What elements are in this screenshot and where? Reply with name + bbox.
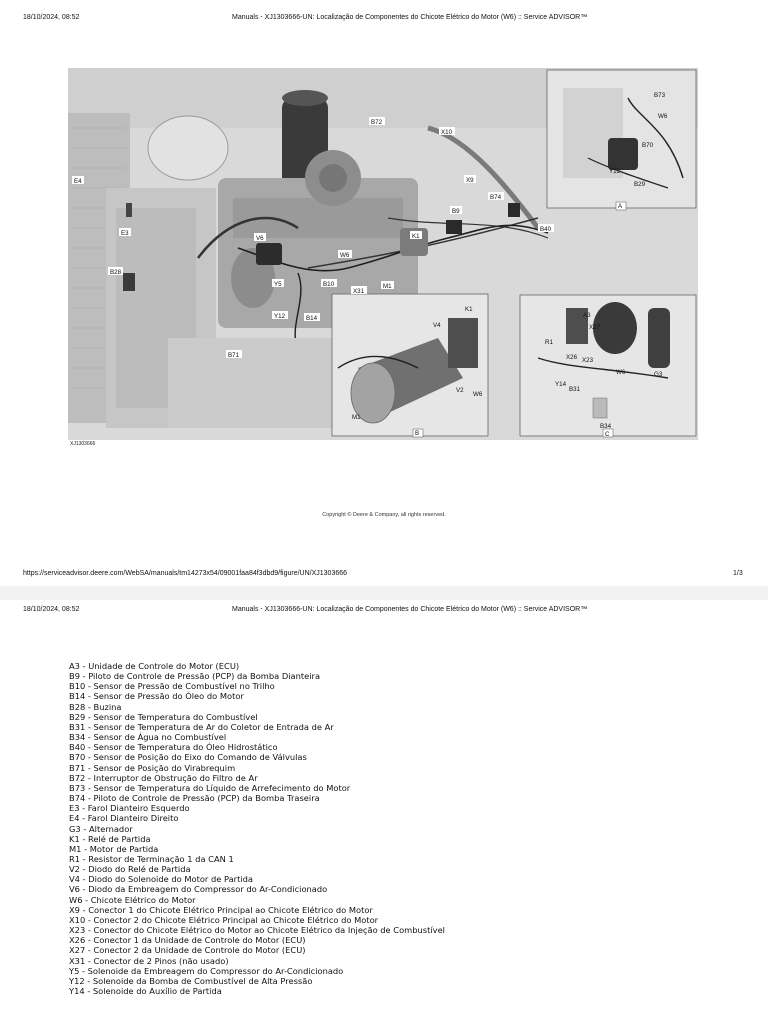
- callout-y5: Y5: [274, 281, 282, 288]
- callout-b74: B74: [490, 194, 502, 201]
- callout-c-x23: X23: [582, 357, 594, 364]
- legend-item: X31 - Conector de 2 Pinos (não usado): [69, 955, 229, 966]
- legend-item: B34 - Sensor de Água no Combustível: [69, 732, 227, 743]
- footer-url[interactable]: https://serviceadvisor.deere.com/WebSA/manuals/tm14273x54/09001faa84f3dbd9/figure/UN/XJ1303666: [23, 570, 348, 577]
- callout-c-x27: X27: [589, 324, 601, 331]
- legend-item: B14 - Sensor de Pressão do Óleo do Motor: [69, 691, 244, 702]
- legend-item: V2 - Diodo do Relé de Partida: [69, 864, 191, 875]
- copyright-notice: Copyright © Deere & Company, all rights reserved.: [322, 512, 446, 518]
- legend-item: B29 - Sensor de Temperatura do Combustível: [69, 711, 258, 722]
- legend-item: B73 - Sensor de Temperatura do Líquido de Arrefecimento do Motor: [69, 782, 351, 793]
- legend-item: X10 - Conector 2 do Chicote Elétrico Principal ao Chicote Elétrico do Motor: [69, 914, 379, 925]
- legend-item: V4 - Diodo do Solenoide do Motor de Partida: [69, 874, 253, 885]
- callout-b40: B40: [540, 226, 552, 233]
- legend-item: Y5 - Solenoide da Embreagem do Compressor do Ar-Condicionado: [69, 965, 344, 976]
- callout-e4: E4: [74, 178, 82, 185]
- legend-item: B71 - Sensor de Posição do Virabrequim: [69, 762, 236, 773]
- inset-a-letter: A: [618, 203, 623, 210]
- legend-item: W6 - Chicote Elétrico do Motor: [69, 894, 196, 905]
- legend-item: E4 - Farol Dianteiro Direito: [69, 813, 179, 824]
- page-separator: [0, 586, 768, 600]
- callout-x31: X31: [353, 288, 365, 295]
- print-date: 18/10/2024, 08:52: [23, 14, 80, 21]
- callout-b9: B9: [452, 208, 460, 215]
- callout-a-y12: Y12: [609, 168, 621, 175]
- callout-v6: V6: [256, 235, 264, 242]
- callout-x10: X10: [441, 129, 453, 136]
- callout-e3: E3: [121, 230, 129, 237]
- callout-b10: B10: [323, 281, 335, 288]
- legend-item: V6 - Diodo da Embreagem do Compressor do Ar-Condicionado: [69, 884, 328, 895]
- callout-c-w6: W6: [616, 369, 626, 376]
- callout-b28: B28: [110, 269, 122, 276]
- legend-item: B9 - Piloto de Controle de Pressão (PCP) da Bomba Dianteira: [69, 671, 321, 682]
- callout-b-m1: M1: [352, 414, 361, 421]
- callout-b71: B71: [228, 352, 240, 359]
- legend-item: X27 - Conector 2 da Unidade de Controle do Motor (ECU): [69, 945, 306, 956]
- callout-b-v2: V2: [456, 387, 464, 394]
- callout-a-w6: W6: [658, 113, 668, 120]
- legend-item: M1 - Motor de Partida: [69, 843, 159, 854]
- legend-item: A3 - Unidade de Controle do Motor (ECU): [69, 661, 240, 671]
- engine-harness-figure: [68, 68, 698, 440]
- callout-b-k1: K1: [465, 306, 473, 313]
- legend-item: B74 - Piloto de Controle de Pressão (PCP) da Bomba Traseira: [69, 793, 320, 804]
- legend-item: B70 - Sensor de Posição do Eixo do Comando de Válvulas: [69, 752, 307, 763]
- page-title-page2: Manuals - XJ1303666-UN: Localização de Componentes do Chicote Elétrico do Motor (W6) :: Service ADVISOR™: [232, 606, 588, 613]
- callout-a-b73: B73: [654, 92, 666, 99]
- legend-item: B28 - Buzina: [69, 701, 122, 712]
- legend-item: Y12 - Solenoide da Bomba de Combustível de Alta Pressão: [69, 975, 313, 986]
- inset-b-letter: B: [415, 430, 420, 437]
- legend-item: B40 - Sensor de Temperatura do Óleo Hidrostático: [69, 742, 278, 753]
- callout-b-v4: V4: [433, 322, 441, 329]
- legend-item: B72 - Interruptor de Obstrução do Filtro de Ar: [69, 772, 258, 783]
- legend-item: B10 - Sensor de Pressão de Combustível no Trilho: [69, 681, 275, 692]
- legend-item: X9 - Conector 1 do Chicote Elétrico Principal ao Chicote Elétrico do Motor: [69, 904, 373, 915]
- legend-item: R1 - Resistor de Terminação 1 da CAN 1: [69, 853, 234, 864]
- callout-x9: X9: [466, 177, 474, 184]
- legend-item: B31 - Sensor de Temperatura de Ar do Coletor de Entrada de Ar: [69, 721, 334, 732]
- callout-k1: K1: [412, 233, 420, 240]
- callout-c-r1: R1: [545, 339, 553, 346]
- callout-c-b31: B31: [569, 386, 581, 393]
- callout-w6: W6: [340, 252, 350, 259]
- page-title: Manuals - XJ1303666-UN: Localização de Componentes do Chicote Elétrico do Motor (W6) :: Service ADVISOR™: [232, 14, 588, 21]
- callout-y12: Y12: [274, 313, 286, 320]
- callout-a-b70: B70: [642, 142, 654, 149]
- callout-c-g3: G3: [654, 371, 663, 378]
- figure-id: XJ1303666: [70, 441, 96, 447]
- callout-m1: M1: [383, 283, 392, 290]
- callout-c-a3: A3: [583, 312, 591, 319]
- callout-b72: B72: [371, 119, 383, 126]
- legend-item: E3 - Farol Dianteiro Esquerdo: [69, 803, 190, 814]
- callout-b-w6: W6: [473, 391, 483, 398]
- footer-page-number: 1/3: [733, 570, 743, 577]
- callout-c-x26: X26: [566, 354, 578, 361]
- inset-c-letter: C: [605, 431, 610, 438]
- callout-b14: B14: [306, 315, 318, 322]
- callout-c-y14: Y14: [555, 381, 567, 388]
- legend-item: K1 - Relé de Partida: [69, 833, 151, 844]
- legend-item: X23 - Conector do Chicote Elétrico do Motor ao Chicote Elétrico da Injeção de Combustível: [69, 925, 445, 936]
- component-legend: [69, 661, 445, 996]
- print-date-page2: 18/10/2024, 08:52: [23, 606, 80, 613]
- callout-a-b29: B29: [634, 181, 646, 188]
- legend-item: X26 - Conector 1 da Unidade de Controle do Motor (ECU): [69, 935, 306, 946]
- callout-c-b34: B34: [600, 423, 612, 430]
- legend-item: G3 - Alternador: [69, 823, 133, 834]
- legend-item: Y14 - Solenoide do Auxílio de Partida: [69, 986, 222, 996]
